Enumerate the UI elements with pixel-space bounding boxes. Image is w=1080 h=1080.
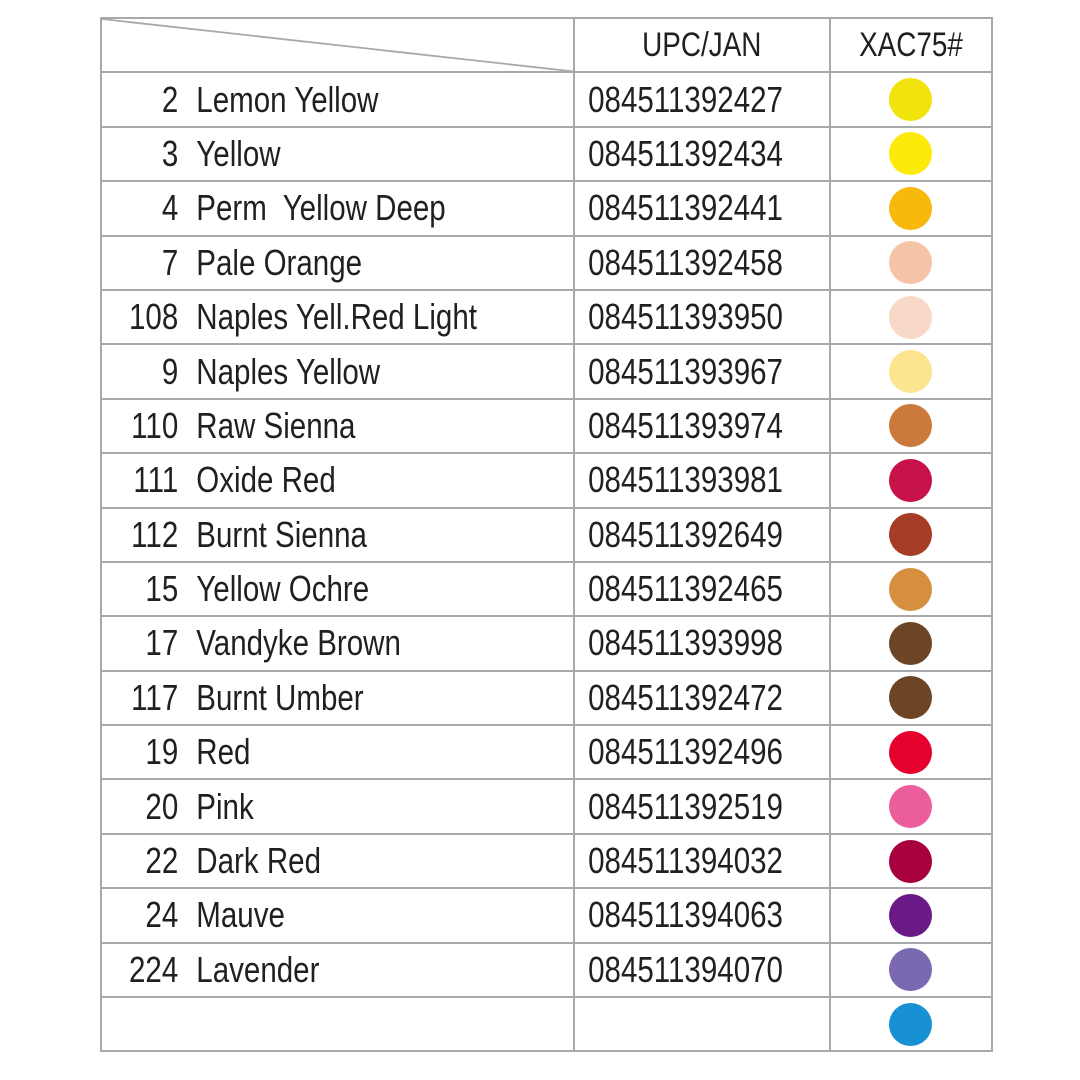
color-name-cell — [101, 236, 574, 290]
table-row — [101, 181, 992, 235]
color-name: Oxide Red — [196, 459, 336, 501]
color-name-wrap — [102, 182, 488, 234]
upc-cell — [574, 834, 830, 888]
upc-cell — [574, 997, 830, 1051]
color-swatch — [889, 132, 932, 175]
upc-code: 084511393981 — [588, 459, 783, 501]
upc-cell — [574, 779, 830, 833]
color-swatch — [889, 513, 932, 556]
color-number: 22 — [145, 840, 179, 882]
color-name-wrap — [102, 128, 488, 180]
swatch-header — [830, 18, 992, 72]
upc-cell — [574, 943, 830, 997]
color-name: Naples Yell.Red Light — [196, 296, 477, 338]
diagonal-line — [102, 19, 573, 71]
upc-code: 084511392434 — [588, 132, 783, 174]
color-name: Yellow — [196, 132, 281, 174]
table-row — [101, 725, 992, 779]
table-row — [101, 344, 992, 398]
color-name-cell — [101, 508, 574, 562]
upc-code: 084511393950 — [588, 296, 783, 338]
color-name-cell — [101, 779, 574, 833]
upc-code: 084511394063 — [588, 894, 783, 936]
upc-cell — [574, 236, 830, 290]
upc-cell — [574, 127, 830, 181]
color-name: Dark Red — [196, 840, 321, 882]
color-number: 15 — [145, 568, 179, 610]
swatch-cell — [830, 181, 992, 235]
color-swatch — [889, 731, 932, 774]
color-name-cell — [101, 399, 574, 453]
table-row — [101, 290, 992, 344]
color-name: Raw Sienna — [196, 404, 356, 446]
color-name: Lemon Yellow — [196, 78, 379, 120]
color-number: 108 — [128, 296, 179, 338]
color-number: 7 — [161, 241, 179, 283]
color-name-wrap — [102, 563, 488, 615]
upc-cell — [574, 344, 830, 398]
swatch-cell — [830, 725, 992, 779]
color-name-cell — [101, 671, 574, 725]
swatch-cell — [830, 671, 992, 725]
upc-cell — [574, 453, 830, 507]
color-name-wrap — [102, 454, 488, 506]
upc-cell — [574, 671, 830, 725]
color-name: Yellow Ochre — [196, 568, 370, 610]
swatch-cell — [830, 834, 992, 888]
swatch-cell — [830, 399, 992, 453]
color-name-cell — [101, 453, 574, 507]
color-table — [100, 17, 993, 1052]
color-swatch — [889, 1003, 932, 1046]
color-name-cell — [101, 888, 574, 942]
upc-cell — [574, 616, 830, 670]
upc-cell — [574, 725, 830, 779]
upc-header — [574, 18, 830, 72]
swatch-cell — [830, 290, 992, 344]
color-name-cell — [101, 72, 574, 126]
color-name-wrap — [102, 73, 488, 125]
color-number: 4 — [161, 187, 179, 229]
color-name-cell — [101, 943, 574, 997]
color-name-wrap — [102, 889, 488, 941]
table-row — [101, 779, 992, 833]
color-name: Lavender — [196, 948, 320, 990]
upc-code: 084511392465 — [588, 568, 783, 610]
color-name: Red — [196, 731, 251, 773]
color-name-cell — [101, 725, 574, 779]
header-row — [101, 18, 992, 72]
swatch-cell — [830, 616, 992, 670]
upc-cell — [574, 399, 830, 453]
upc-cell — [574, 72, 830, 126]
color-name-wrap — [102, 237, 488, 289]
color-name-wrap — [102, 780, 488, 832]
upc-code: 084511392472 — [588, 676, 783, 718]
table-row — [101, 834, 992, 888]
upc-code: 084511393998 — [588, 622, 783, 664]
color-swatch — [889, 350, 932, 393]
upc-code: 084511394032 — [588, 840, 783, 882]
swatch-cell — [830, 997, 992, 1051]
color-name: Pale Orange — [196, 241, 363, 283]
swatch-cell — [830, 943, 992, 997]
color-swatch — [889, 948, 932, 991]
table-row — [101, 562, 992, 616]
color-name-cell — [101, 616, 574, 670]
upc-cell — [574, 888, 830, 942]
color-name: Vandyke Brown — [196, 622, 401, 664]
upc-code: 084511392441 — [588, 187, 783, 229]
color-name: Burnt Umber — [196, 676, 364, 718]
swatch-cell — [830, 888, 992, 942]
color-number: 117 — [131, 676, 179, 718]
upc-code: 084511392649 — [588, 513, 783, 555]
swatch-header-label: XAC75# — [858, 25, 963, 64]
color-name-wrap — [102, 726, 488, 778]
color-name-cell — [101, 181, 574, 235]
table-row — [101, 997, 992, 1051]
upc-code: 084511393967 — [588, 350, 783, 392]
color-name-cell — [101, 290, 574, 344]
color-name-wrap — [102, 998, 488, 1050]
upc-code: 084511393974 — [588, 404, 783, 446]
color-name: Pink — [196, 785, 254, 827]
color-number: 224 — [128, 948, 179, 990]
color-number: 112 — [131, 513, 179, 555]
corner-header-cell — [101, 18, 574, 72]
color-name: Perm Yellow Deep — [196, 187, 446, 229]
upc-code: 084511392496 — [588, 731, 783, 773]
color-swatch — [889, 894, 932, 937]
upc-code: 084511392427 — [588, 78, 783, 120]
color-name-cell — [101, 834, 574, 888]
color-name-cell — [101, 127, 574, 181]
swatch-cell — [830, 453, 992, 507]
color-name: Naples Yellow — [196, 350, 381, 392]
color-number: 111 — [133, 459, 179, 501]
swatch-cell — [830, 236, 992, 290]
upc-code: 084511394070 — [588, 948, 783, 990]
swatch-cell — [830, 779, 992, 833]
color-swatch — [889, 785, 932, 828]
table-row — [101, 671, 992, 725]
color-name-wrap — [102, 345, 488, 397]
table-row — [101, 72, 992, 126]
swatch-cell — [830, 72, 992, 126]
table-row — [101, 453, 992, 507]
table-row — [101, 508, 992, 562]
color-name-wrap — [102, 291, 488, 343]
table-row — [101, 616, 992, 670]
color-number: 19 — [145, 731, 179, 773]
color-number: 110 — [131, 404, 179, 446]
color-name-cell — [101, 997, 574, 1051]
color-name-wrap — [102, 944, 488, 996]
color-swatch — [889, 459, 932, 502]
upc-cell — [574, 290, 830, 344]
color-swatch — [889, 840, 932, 883]
color-number: 17 — [145, 622, 179, 664]
color-number: 9 — [161, 350, 179, 392]
upc-code: 084511392458 — [588, 241, 783, 283]
upc-code: 084511392519 — [588, 785, 783, 827]
table-row — [101, 236, 992, 290]
color-name-cell — [101, 562, 574, 616]
upc-cell — [574, 508, 830, 562]
color-name-wrap — [102, 835, 488, 887]
color-name-wrap — [102, 509, 488, 561]
upc-cell — [574, 181, 830, 235]
color-number: 3 — [161, 132, 179, 174]
swatch-cell — [830, 562, 992, 616]
table-row — [101, 943, 992, 997]
swatch-cell — [830, 508, 992, 562]
color-swatch — [889, 241, 932, 284]
swatch-cell — [830, 127, 992, 181]
table-row — [101, 399, 992, 453]
upc-cell — [574, 562, 830, 616]
table-row — [101, 127, 992, 181]
color-name-cell — [101, 344, 574, 398]
color-swatch — [889, 296, 932, 339]
color-name-wrap — [102, 400, 488, 452]
color-number: 20 — [145, 785, 179, 827]
color-number: 24 — [145, 894, 179, 936]
swatch-cell — [830, 344, 992, 398]
table-row — [101, 888, 992, 942]
color-name: Burnt Sienna — [196, 513, 367, 555]
color-swatch — [889, 187, 932, 230]
color-swatch — [889, 676, 932, 719]
color-name-wrap — [102, 672, 488, 724]
upc-header-label: UPC/JAN — [642, 25, 762, 64]
color-name-wrap — [102, 617, 488, 669]
color-swatch — [889, 568, 932, 611]
color-swatch — [889, 622, 932, 665]
color-name: Mauve — [196, 894, 285, 936]
color-swatch — [889, 404, 932, 447]
color-swatch — [889, 78, 932, 121]
color-number: 2 — [161, 78, 179, 120]
